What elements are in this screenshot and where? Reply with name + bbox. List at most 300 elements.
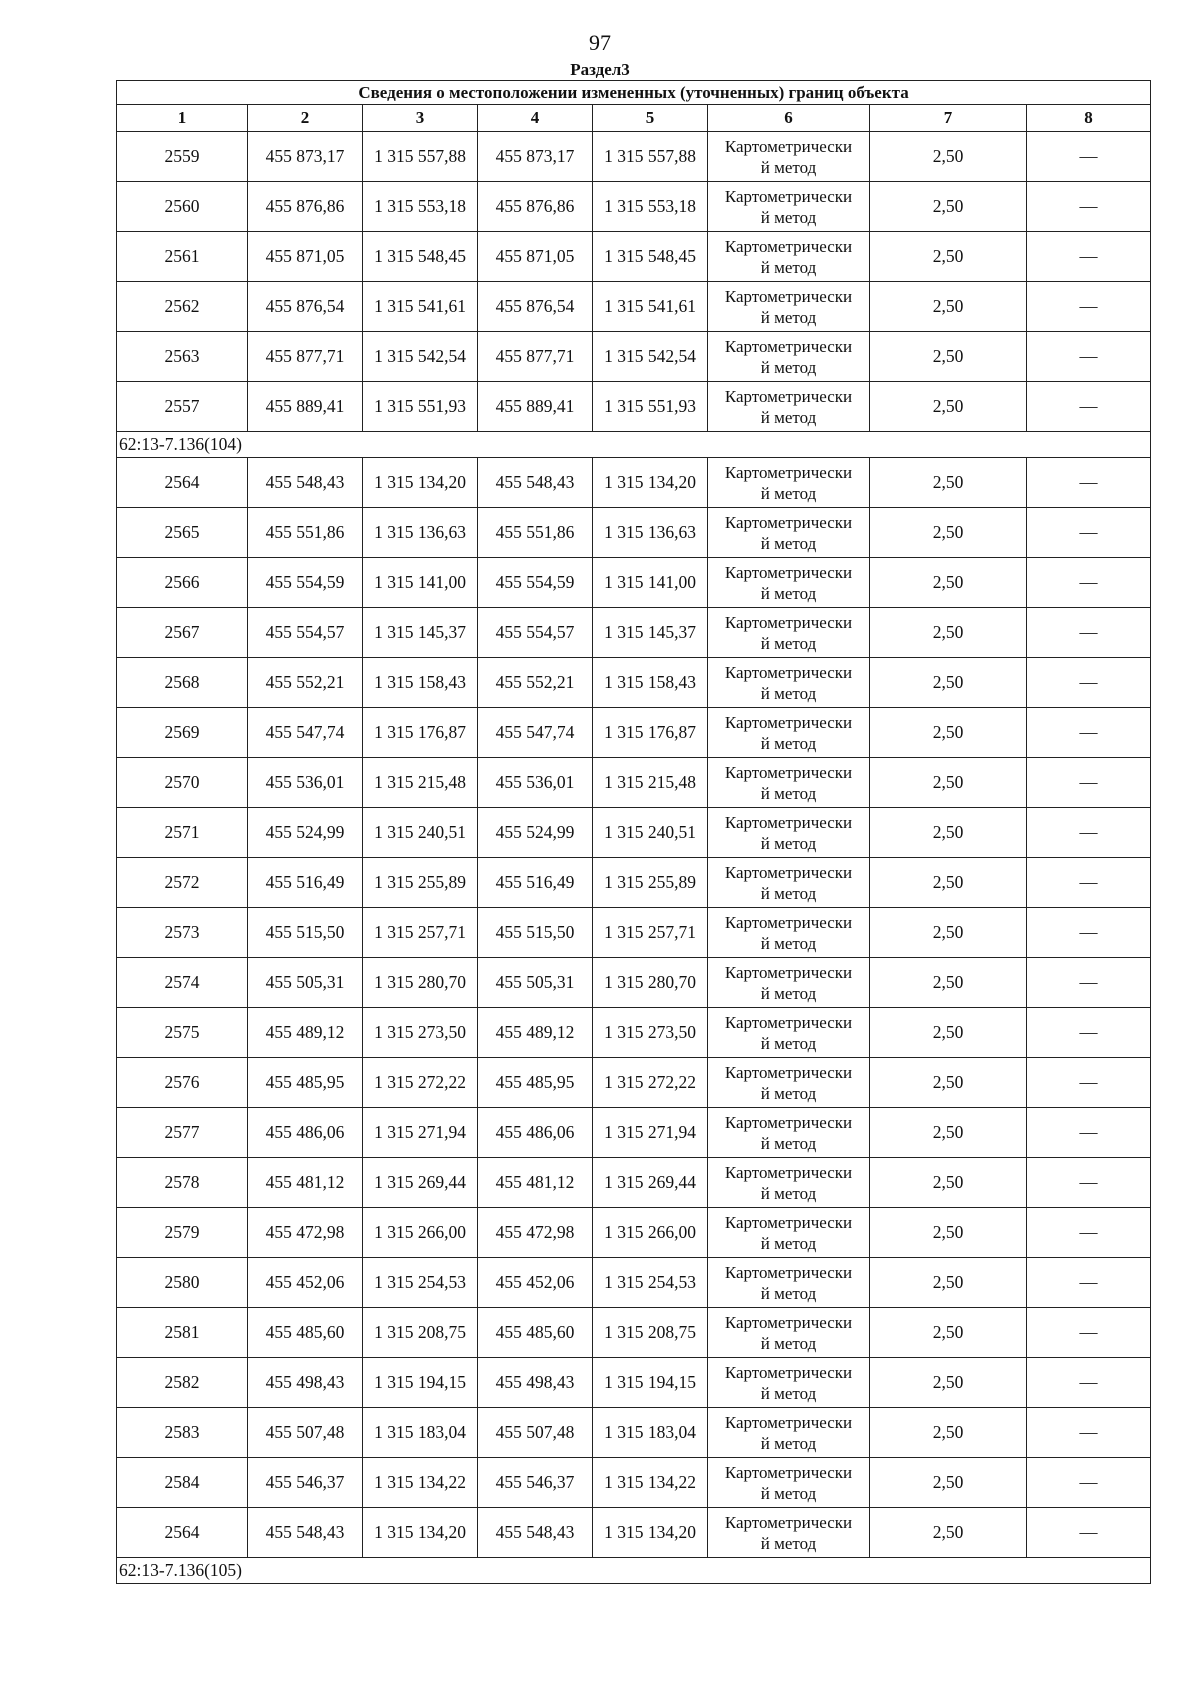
method-line: Картометрически xyxy=(724,1312,853,1332)
x-refined-cell: 455 516,49 xyxy=(478,858,593,908)
method-line: Картометрически xyxy=(724,662,853,682)
y-refined-cell: 1 315 134,20 xyxy=(593,1508,708,1558)
y-refined-cell: 1 315 273,50 xyxy=(593,1008,708,1058)
x-existing-cell: 455 489,12 xyxy=(248,1008,363,1058)
accuracy-cell: 2,50 xyxy=(870,958,1027,1008)
description-cell: — xyxy=(1027,332,1151,382)
point-number-cell: 2581 xyxy=(117,1308,248,1358)
accuracy-cell: 2,50 xyxy=(870,858,1027,908)
y-refined-cell: 1 315 255,89 xyxy=(593,858,708,908)
method-line: Картометрически xyxy=(724,1512,853,1532)
method-line: й метод xyxy=(760,357,817,377)
method-line: Картометрически xyxy=(724,1412,853,1432)
x-refined-cell: 455 515,50 xyxy=(478,908,593,958)
method-line: й метод xyxy=(760,1283,817,1303)
method-cell xyxy=(708,1058,870,1108)
description-cell: — xyxy=(1027,1458,1151,1508)
accuracy-cell: 2,50 xyxy=(870,132,1027,182)
description-cell: — xyxy=(1027,1408,1151,1458)
accuracy-cell: 2,50 xyxy=(870,1258,1027,1308)
accuracy-cell: 2,50 xyxy=(870,1158,1027,1208)
method-line: Картометрически xyxy=(724,136,853,156)
x-existing-cell: 455 486,06 xyxy=(248,1108,363,1158)
description-cell: — xyxy=(1027,232,1151,282)
method-line: й метод xyxy=(760,1033,817,1053)
parcel-group-row xyxy=(117,1558,1151,1584)
accuracy-cell: 2,50 xyxy=(870,658,1027,708)
y-existing-cell: 1 315 551,93 xyxy=(363,382,478,432)
y-existing-cell: 1 315 557,88 xyxy=(363,132,478,182)
method-cell xyxy=(708,382,870,432)
y-existing-cell: 1 315 541,61 xyxy=(363,282,478,332)
point-number-cell: 2564 xyxy=(117,458,248,508)
accuracy-cell: 2,50 xyxy=(870,1058,1027,1108)
x-existing-cell: 455 551,86 xyxy=(248,508,363,558)
y-refined-cell: 1 315 280,70 xyxy=(593,958,708,1008)
method-line: Картометрически xyxy=(724,612,853,632)
x-refined-cell: 455 554,59 xyxy=(478,558,593,608)
point-number-cell: 2570 xyxy=(117,758,248,808)
accuracy-cell: 2,50 xyxy=(870,558,1027,608)
y-existing-cell: 1 315 134,22 xyxy=(363,1458,478,1508)
x-existing-cell: 455 485,60 xyxy=(248,1308,363,1358)
x-existing-cell: 455 452,06 xyxy=(248,1258,363,1308)
point-number-cell: 2571 xyxy=(117,808,248,858)
accuracy-cell: 2,50 xyxy=(870,1008,1027,1058)
accuracy-cell: 2,50 xyxy=(870,508,1027,558)
method-line: й метод xyxy=(760,157,817,177)
accuracy-cell: 2,50 xyxy=(870,608,1027,658)
y-refined-cell: 1 315 145,37 xyxy=(593,608,708,658)
method-line: й метод xyxy=(760,933,817,953)
table-row xyxy=(117,808,1151,858)
y-refined-cell: 1 315 269,44 xyxy=(593,1158,708,1208)
description-cell: — xyxy=(1027,458,1151,508)
method-cell xyxy=(708,1508,870,1558)
x-existing-cell: 455 485,95 xyxy=(248,1058,363,1108)
table-row xyxy=(117,908,1151,958)
method-line: й метод xyxy=(760,1133,817,1153)
x-refined-cell: 455 551,86 xyxy=(478,508,593,558)
method-line: Картометрически xyxy=(724,336,853,356)
point-number-cell: 2583 xyxy=(117,1408,248,1458)
method-line: Картометрически xyxy=(724,1012,853,1032)
method-line: Картометрически xyxy=(724,812,853,832)
method-line: Картометрически xyxy=(724,1462,853,1482)
x-refined-cell: 455 507,48 xyxy=(478,1408,593,1458)
description-cell: — xyxy=(1027,608,1151,658)
x-existing-cell: 455 554,57 xyxy=(248,608,363,658)
y-existing-cell: 1 315 271,94 xyxy=(363,1108,478,1158)
y-existing-cell: 1 315 255,89 xyxy=(363,858,478,908)
description-cell: — xyxy=(1027,1258,1151,1308)
column-header: 7 xyxy=(870,105,1027,132)
table-row xyxy=(117,658,1151,708)
table-row xyxy=(117,508,1151,558)
y-refined-cell: 1 315 266,00 xyxy=(593,1208,708,1258)
table-row xyxy=(117,558,1151,608)
x-existing-cell: 455 873,17 xyxy=(248,132,363,182)
method-line: й метод xyxy=(760,1233,817,1253)
x-refined-cell: 455 552,21 xyxy=(478,658,593,708)
method-cell xyxy=(708,182,870,232)
x-refined-cell: 455 498,43 xyxy=(478,1358,593,1408)
method-line: й метод xyxy=(760,1083,817,1103)
y-existing-cell: 1 315 269,44 xyxy=(363,1158,478,1208)
y-refined-cell: 1 315 548,45 xyxy=(593,232,708,282)
table-row xyxy=(117,958,1151,1008)
x-refined-cell: 455 871,05 xyxy=(478,232,593,282)
description-cell: — xyxy=(1027,708,1151,758)
point-number-cell: 2573 xyxy=(117,908,248,958)
accuracy-cell: 2,50 xyxy=(870,232,1027,282)
method-cell xyxy=(708,1008,870,1058)
point-number-cell: 2580 xyxy=(117,1258,248,1308)
description-cell: — xyxy=(1027,858,1151,908)
method-cell xyxy=(708,1258,870,1308)
point-number-cell: 2559 xyxy=(117,132,248,182)
description-cell: — xyxy=(1027,1008,1151,1058)
x-existing-cell: 455 877,71 xyxy=(248,332,363,382)
y-existing-cell: 1 315 134,20 xyxy=(363,1508,478,1558)
method-cell xyxy=(708,808,870,858)
method-line: й метод xyxy=(760,783,817,803)
description-cell: — xyxy=(1027,658,1151,708)
column-header: 1 xyxy=(117,105,248,132)
x-existing-cell: 455 548,43 xyxy=(248,458,363,508)
method-cell xyxy=(708,558,870,608)
page-number: 97 xyxy=(589,30,611,55)
point-number-cell: 2574 xyxy=(117,958,248,1008)
y-refined-cell: 1 315 136,63 xyxy=(593,508,708,558)
accuracy-cell: 2,50 xyxy=(870,758,1027,808)
y-existing-cell: 1 315 176,87 xyxy=(363,708,478,758)
parcel-group-label: 62:13-7.136(104) xyxy=(117,432,1151,458)
accuracy-cell: 2,50 xyxy=(870,1308,1027,1358)
accuracy-cell: 2,50 xyxy=(870,1458,1027,1508)
x-refined-cell: 455 873,17 xyxy=(478,132,593,182)
column-header: 3 xyxy=(363,105,478,132)
section-title: Раздел3 xyxy=(570,60,630,79)
method-line: Картометрически xyxy=(724,1212,853,1232)
x-existing-cell: 455 889,41 xyxy=(248,382,363,432)
point-number-cell: 2572 xyxy=(117,858,248,908)
x-refined-cell: 455 452,06 xyxy=(478,1258,593,1308)
column-header: 8 xyxy=(1027,105,1151,132)
accuracy-cell: 2,50 xyxy=(870,1408,1027,1458)
parcel-group-row xyxy=(117,432,1151,458)
y-existing-cell: 1 315 272,22 xyxy=(363,1058,478,1108)
description-cell: — xyxy=(1027,558,1151,608)
point-number-cell: 2557 xyxy=(117,382,248,432)
method-cell xyxy=(708,132,870,182)
x-refined-cell: 455 472,98 xyxy=(478,1208,593,1258)
x-existing-cell: 455 481,12 xyxy=(248,1158,363,1208)
x-existing-cell: 455 498,43 xyxy=(248,1358,363,1408)
point-number-cell: 2565 xyxy=(117,508,248,558)
method-line: й метод xyxy=(760,533,817,553)
method-cell xyxy=(708,458,870,508)
y-refined-cell: 1 315 271,94 xyxy=(593,1108,708,1158)
column-header: 4 xyxy=(478,105,593,132)
method-line: й метод xyxy=(760,583,817,603)
point-number-cell: 2562 xyxy=(117,282,248,332)
x-refined-cell: 455 554,57 xyxy=(478,608,593,658)
x-existing-cell: 455 507,48 xyxy=(248,1408,363,1458)
x-refined-cell: 455 546,37 xyxy=(478,1458,593,1508)
method-cell xyxy=(708,608,870,658)
y-existing-cell: 1 315 134,20 xyxy=(363,458,478,508)
method-cell xyxy=(708,708,870,758)
accuracy-cell: 2,50 xyxy=(870,1358,1027,1408)
method-cell xyxy=(708,1308,870,1358)
table-row xyxy=(117,332,1151,382)
table-row xyxy=(117,1358,1151,1408)
point-number-cell: 2560 xyxy=(117,182,248,232)
table-caption: Сведения о местоположении измененных (уточненных) границ объекта xyxy=(117,81,1151,105)
method-line: й метод xyxy=(760,1333,817,1353)
y-refined-cell: 1 315 134,20 xyxy=(593,458,708,508)
y-existing-cell: 1 315 145,37 xyxy=(363,608,478,658)
method-line: й метод xyxy=(760,483,817,503)
x-existing-cell: 455 546,37 xyxy=(248,1458,363,1508)
y-existing-cell: 1 315 548,45 xyxy=(363,232,478,282)
point-number-cell: 2569 xyxy=(117,708,248,758)
table-row xyxy=(117,182,1151,232)
y-existing-cell: 1 315 257,71 xyxy=(363,908,478,958)
description-cell: — xyxy=(1027,1058,1151,1108)
method-line: й метод xyxy=(760,1483,817,1503)
y-refined-cell: 1 315 176,87 xyxy=(593,708,708,758)
x-refined-cell: 455 889,41 xyxy=(478,382,593,432)
y-existing-cell: 1 315 280,70 xyxy=(363,958,478,1008)
y-refined-cell: 1 315 141,00 xyxy=(593,558,708,608)
method-line: й метод xyxy=(760,407,817,427)
description-cell: — xyxy=(1027,1208,1151,1258)
table-row xyxy=(117,232,1151,282)
method-cell xyxy=(708,232,870,282)
table-row xyxy=(117,1458,1151,1508)
point-number-cell: 2577 xyxy=(117,1108,248,1158)
x-refined-cell: 455 524,99 xyxy=(478,808,593,858)
method-line: й метод xyxy=(760,1183,817,1203)
y-existing-cell: 1 315 273,50 xyxy=(363,1008,478,1058)
method-line: Картометрически xyxy=(724,186,853,206)
accuracy-cell: 2,50 xyxy=(870,282,1027,332)
point-number-cell: 2579 xyxy=(117,1208,248,1258)
column-header: 2 xyxy=(248,105,363,132)
y-existing-cell: 1 315 194,15 xyxy=(363,1358,478,1408)
description-cell: — xyxy=(1027,132,1151,182)
point-number-cell: 2568 xyxy=(117,658,248,708)
method-cell xyxy=(708,958,870,1008)
table-row xyxy=(117,1008,1151,1058)
y-refined-cell: 1 315 553,18 xyxy=(593,182,708,232)
point-number-cell: 2564 xyxy=(117,1508,248,1558)
y-existing-cell: 1 315 215,48 xyxy=(363,758,478,808)
description-cell: — xyxy=(1027,908,1151,958)
description-cell: — xyxy=(1027,1358,1151,1408)
x-existing-cell: 455 876,54 xyxy=(248,282,363,332)
point-number-cell: 2575 xyxy=(117,1008,248,1058)
method-line: й метод xyxy=(760,257,817,277)
method-cell xyxy=(708,858,870,908)
description-cell: — xyxy=(1027,808,1151,858)
accuracy-cell: 2,50 xyxy=(870,1208,1027,1258)
x-refined-cell: 455 485,60 xyxy=(478,1308,593,1358)
x-existing-cell: 455 505,31 xyxy=(248,958,363,1008)
point-number-cell: 2578 xyxy=(117,1158,248,1208)
x-refined-cell: 455 485,95 xyxy=(478,1058,593,1108)
method-cell xyxy=(708,1408,870,1458)
method-line: Картометрически xyxy=(724,962,853,982)
x-existing-cell: 455 552,21 xyxy=(248,658,363,708)
method-line: Картометрически xyxy=(724,236,853,256)
x-refined-cell: 455 547,74 xyxy=(478,708,593,758)
method-line: Картометрически xyxy=(724,286,853,306)
y-existing-cell: 1 315 542,54 xyxy=(363,332,478,382)
x-existing-cell: 455 516,49 xyxy=(248,858,363,908)
method-line: й метод xyxy=(760,833,817,853)
y-refined-cell: 1 315 208,75 xyxy=(593,1308,708,1358)
accuracy-cell: 2,50 xyxy=(870,808,1027,858)
accuracy-cell: 2,50 xyxy=(870,332,1027,382)
table-row xyxy=(117,858,1151,908)
description-cell: — xyxy=(1027,282,1151,332)
point-number-cell: 2561 xyxy=(117,232,248,282)
y-refined-cell: 1 315 134,22 xyxy=(593,1458,708,1508)
parcel-group-label: 62:13-7.136(105) xyxy=(117,1558,1151,1584)
accuracy-cell: 2,50 xyxy=(870,1508,1027,1558)
coordinates-table xyxy=(116,80,1151,1584)
method-line: й метод xyxy=(760,1433,817,1453)
point-number-cell: 2582 xyxy=(117,1358,248,1408)
y-existing-cell: 1 315 240,51 xyxy=(363,808,478,858)
point-number-cell: 2584 xyxy=(117,1458,248,1508)
y-existing-cell: 1 315 158,43 xyxy=(363,658,478,708)
x-existing-cell: 455 554,59 xyxy=(248,558,363,608)
point-number-cell: 2563 xyxy=(117,332,248,382)
table-row xyxy=(117,132,1151,182)
table-body xyxy=(117,132,1151,1584)
x-existing-cell: 455 536,01 xyxy=(248,758,363,808)
method-cell xyxy=(708,332,870,382)
y-refined-cell: 1 315 557,88 xyxy=(593,132,708,182)
table-row xyxy=(117,1208,1151,1258)
description-cell: — xyxy=(1027,508,1151,558)
method-line: й метод xyxy=(760,983,817,1003)
x-existing-cell: 455 547,74 xyxy=(248,708,363,758)
method-line: Картометрически xyxy=(724,1362,853,1382)
accuracy-cell: 2,50 xyxy=(870,182,1027,232)
method-line: Картометрически xyxy=(724,762,853,782)
description-cell: — xyxy=(1027,382,1151,432)
table-row xyxy=(117,382,1151,432)
point-number-cell: 2576 xyxy=(117,1058,248,1108)
method-cell xyxy=(708,758,870,808)
method-cell xyxy=(708,1158,870,1208)
x-existing-cell: 455 524,99 xyxy=(248,808,363,858)
accuracy-cell: 2,50 xyxy=(870,382,1027,432)
x-refined-cell: 455 486,06 xyxy=(478,1108,593,1158)
point-number-cell: 2566 xyxy=(117,558,248,608)
y-existing-cell: 1 315 183,04 xyxy=(363,1408,478,1458)
x-refined-cell: 455 505,31 xyxy=(478,958,593,1008)
method-cell xyxy=(708,282,870,332)
y-existing-cell: 1 315 208,75 xyxy=(363,1308,478,1358)
y-existing-cell: 1 315 141,00 xyxy=(363,558,478,608)
method-line: Картометрически xyxy=(724,712,853,732)
x-existing-cell: 455 871,05 xyxy=(248,232,363,282)
method-cell xyxy=(708,1358,870,1408)
description-cell: — xyxy=(1027,1508,1151,1558)
description-cell: — xyxy=(1027,1308,1151,1358)
y-existing-cell: 1 315 254,53 xyxy=(363,1258,478,1308)
x-refined-cell: 455 489,12 xyxy=(478,1008,593,1058)
y-existing-cell: 1 315 136,63 xyxy=(363,508,478,558)
method-cell xyxy=(708,908,870,958)
table-row xyxy=(117,282,1151,332)
method-line: й метод xyxy=(760,883,817,903)
x-refined-cell: 455 536,01 xyxy=(478,758,593,808)
method-line: й метод xyxy=(760,733,817,753)
x-refined-cell: 455 548,43 xyxy=(478,458,593,508)
column-header: 6 xyxy=(708,105,870,132)
table-row xyxy=(117,708,1151,758)
method-line: Картометрически xyxy=(724,386,853,406)
y-refined-cell: 1 315 254,53 xyxy=(593,1258,708,1308)
method-line: Картометрически xyxy=(724,1112,853,1132)
table-row xyxy=(117,608,1151,658)
y-refined-cell: 1 315 215,48 xyxy=(593,758,708,808)
x-existing-cell: 455 515,50 xyxy=(248,908,363,958)
x-existing-cell: 455 548,43 xyxy=(248,1508,363,1558)
accuracy-cell: 2,50 xyxy=(870,1108,1027,1158)
method-line: Картометрически xyxy=(724,1062,853,1082)
y-refined-cell: 1 315 194,15 xyxy=(593,1358,708,1408)
y-refined-cell: 1 315 542,54 xyxy=(593,332,708,382)
table-row xyxy=(117,1508,1151,1558)
y-existing-cell: 1 315 266,00 xyxy=(363,1208,478,1258)
method-cell xyxy=(708,1208,870,1258)
method-line: й метод xyxy=(760,1533,817,1553)
method-line: Картометрически xyxy=(724,512,853,532)
y-refined-cell: 1 315 272,22 xyxy=(593,1058,708,1108)
method-line: й метод xyxy=(760,207,817,227)
table-row xyxy=(117,1258,1151,1308)
x-existing-cell: 455 472,98 xyxy=(248,1208,363,1258)
method-cell xyxy=(708,1458,870,1508)
description-cell: — xyxy=(1027,958,1151,1008)
x-refined-cell: 455 481,12 xyxy=(478,1158,593,1208)
table-row xyxy=(117,458,1151,508)
method-cell xyxy=(708,1108,870,1158)
y-refined-cell: 1 315 551,93 xyxy=(593,382,708,432)
method-line: й метод xyxy=(760,633,817,653)
table-row xyxy=(117,1408,1151,1458)
y-existing-cell: 1 315 553,18 xyxy=(363,182,478,232)
method-line: Картометрически xyxy=(724,912,853,932)
method-cell xyxy=(708,508,870,558)
y-refined-cell: 1 315 541,61 xyxy=(593,282,708,332)
accuracy-cell: 2,50 xyxy=(870,908,1027,958)
x-existing-cell: 455 876,86 xyxy=(248,182,363,232)
method-line: й метод xyxy=(760,1383,817,1403)
table-row xyxy=(117,1108,1151,1158)
y-refined-cell: 1 315 257,71 xyxy=(593,908,708,958)
method-line: Картометрически xyxy=(724,862,853,882)
table-row xyxy=(117,1058,1151,1108)
